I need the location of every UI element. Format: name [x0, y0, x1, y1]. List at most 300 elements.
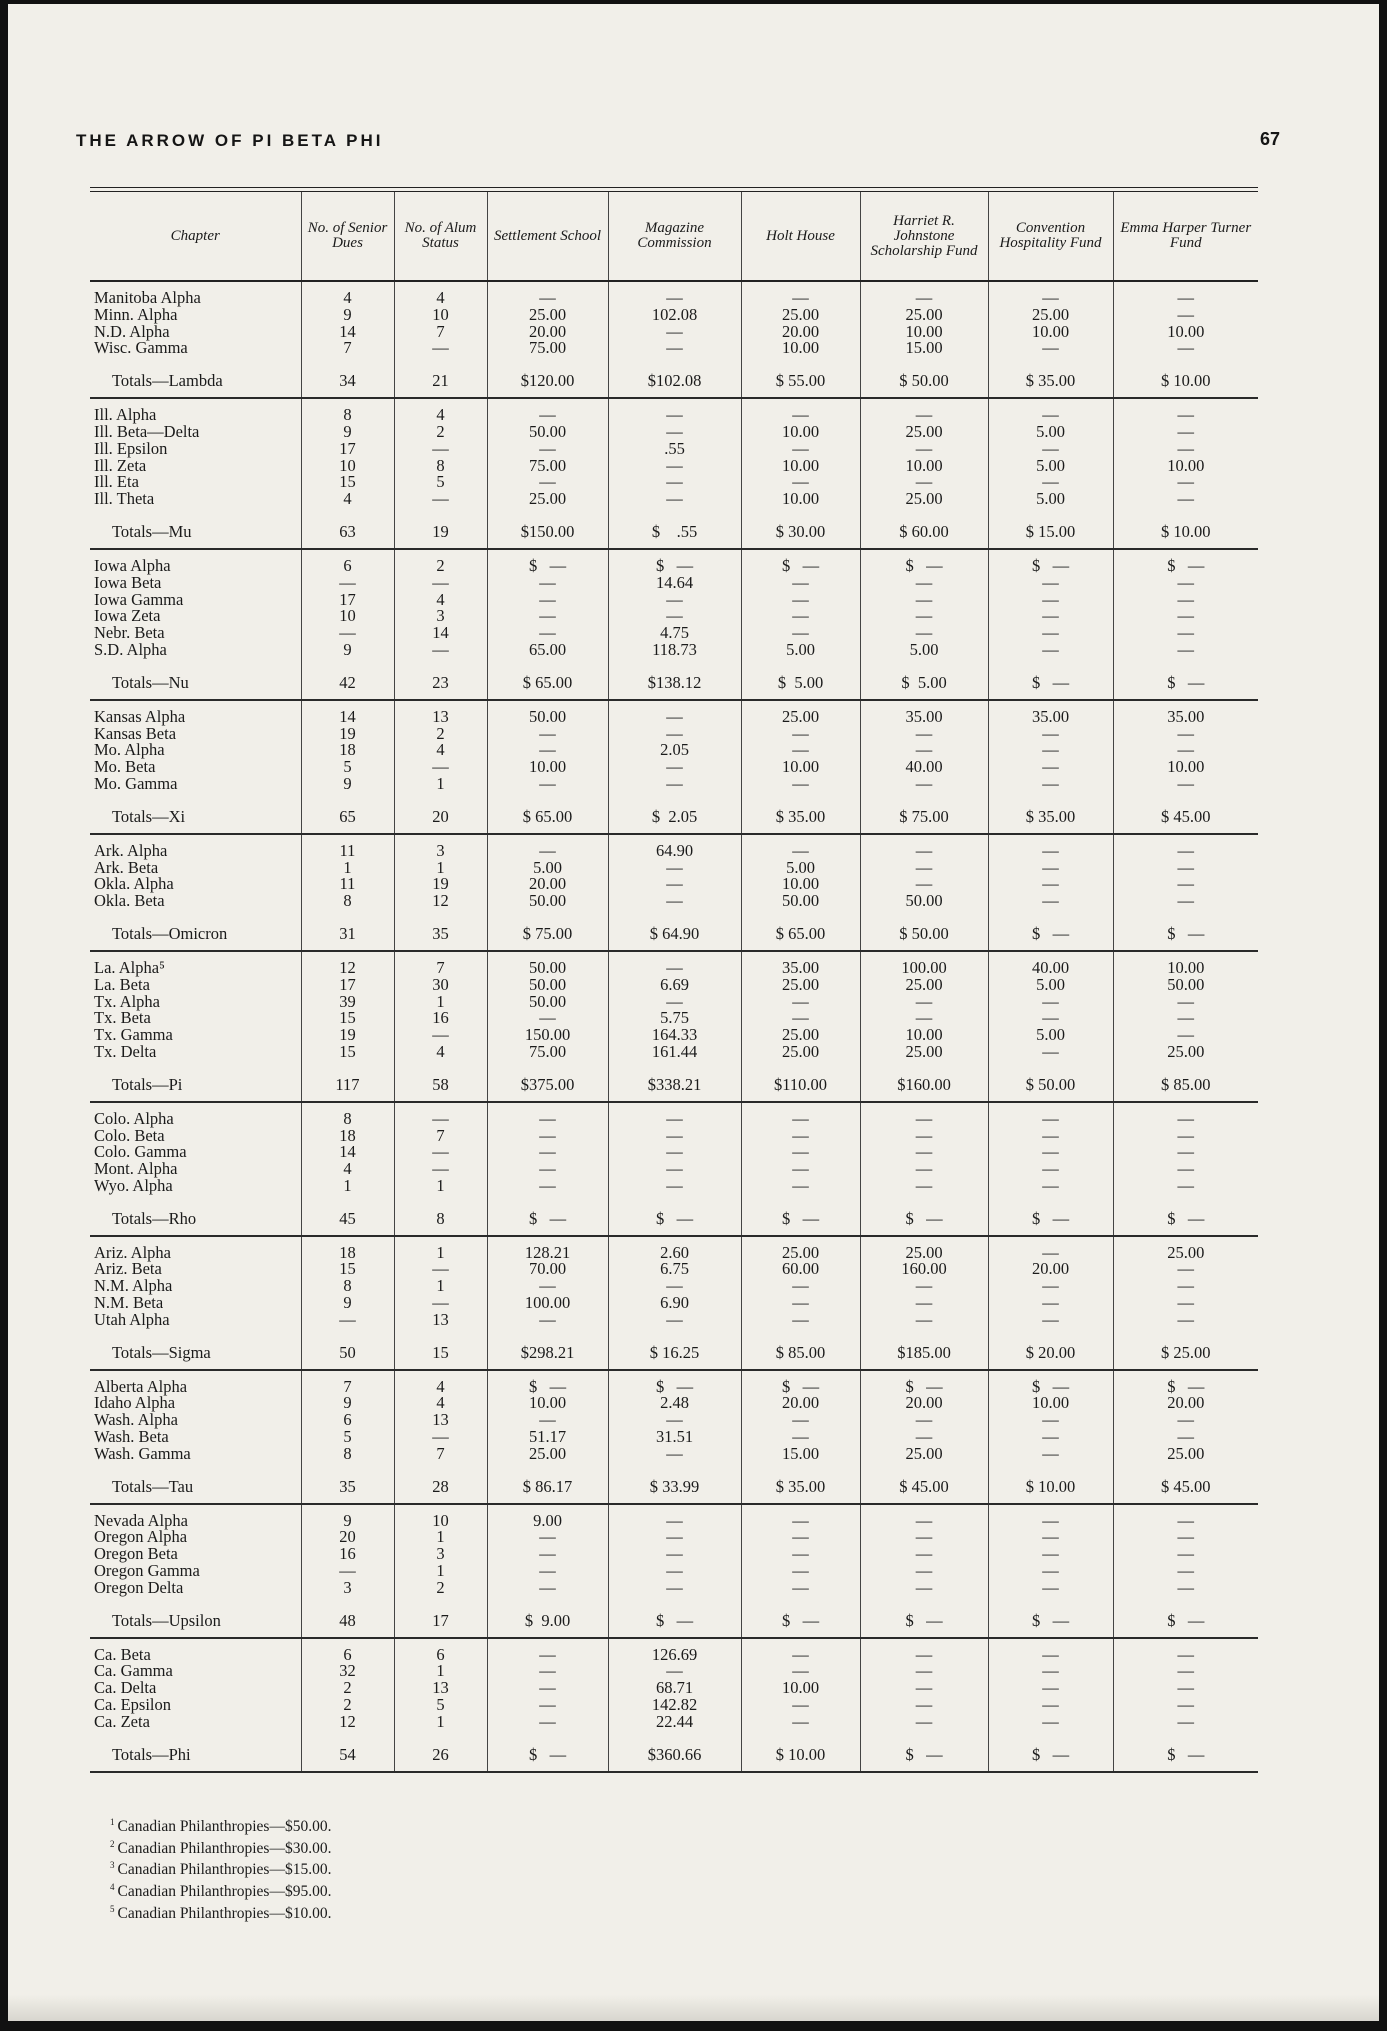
alum-status-cell — [394, 398, 487, 508]
chapter-name: Colo. Alpha — [94, 1108, 174, 1128]
footnote-mark: 1 — [110, 1817, 115, 1827]
table-cell-value: 9 — [343, 304, 352, 324]
table-cell-value: — — [915, 1108, 933, 1128]
table-cell-value: — — [1042, 840, 1059, 860]
table-cell-value: 25.00 — [781, 1242, 820, 1262]
holt-house-cell — [741, 281, 860, 357]
table-cell-value: 15 — [339, 1008, 356, 1028]
table-cell-value: — — [1177, 773, 1194, 793]
totals-holt-house: $ — — [741, 1195, 860, 1236]
johnstone-fund-cell — [860, 1370, 988, 1463]
table-cell-value: 10.00 — [905, 1025, 943, 1045]
footnote — [110, 1879, 331, 1901]
chapter-group — [90, 700, 1258, 793]
table-cell-value: — — [1177, 740, 1194, 760]
table-cell-value: — — [1177, 1175, 1194, 1195]
table-cell-value: — — [666, 1309, 683, 1329]
table-cell-value: — — [1042, 1175, 1059, 1195]
table-cell-value: 60.00 — [781, 1259, 820, 1279]
totals-convention-fund: $ — — [988, 1195, 1113, 1236]
chapter-name: Ill. Zeta — [94, 455, 147, 475]
totals-magazine-commission: $ 2.05 — [608, 793, 741, 834]
table-cell-value: — — [666, 321, 683, 341]
totals-magazine-commission: $102.08 — [608, 357, 741, 398]
table-cell-value: — — [666, 1125, 683, 1145]
holt-house-cell — [741, 1236, 860, 1329]
table-cell-value: 142.82 — [651, 1695, 698, 1715]
column-header-magazine-commission: Magazine Commission — [608, 192, 741, 281]
table-cell-value: 25.00 — [781, 706, 820, 726]
chapter-name: N.M. Beta — [94, 1293, 164, 1313]
table-cell-value: 14.64 — [655, 572, 694, 592]
table-cell-value: 1 — [343, 857, 352, 877]
table-cell-value: 20.00 — [781, 1393, 820, 1413]
table-cell-value: — — [539, 572, 556, 592]
totals-convention-fund: $ 35.00 — [988, 793, 1113, 834]
chapter-names-cell — [90, 398, 301, 508]
totals-convention-fund: $ 20.00 — [988, 1329, 1113, 1370]
table-cell-value: — — [1042, 1108, 1059, 1128]
table-cell-value: — — [792, 1577, 809, 1597]
table-cell-value: — — [539, 1695, 556, 1715]
footnote-text: Canadian Philanthropies—$50.00. — [117, 1818, 332, 1836]
column-header-convention-fund: Convention Hospitality Fund — [988, 192, 1113, 281]
table-cell-value: — — [792, 1711, 809, 1731]
chapter-name: Manitoba Alpha — [94, 288, 201, 307]
table-cell-value: — — [915, 1142, 933, 1162]
table-cell-value: — — [539, 1142, 556, 1162]
table-cell-value: — — [1042, 757, 1059, 777]
table-cell-value: 11 — [339, 874, 356, 894]
johnstone-fund-cell — [860, 1236, 988, 1329]
totals-label: Totals—Sigma — [90, 1329, 301, 1370]
totals-johnstone-fund: $ 75.00 — [860, 793, 988, 834]
table-cell-value: — — [1177, 421, 1194, 441]
table-cell-value: 5.00 — [786, 639, 815, 659]
totals-holt-house: $ 30.00 — [741, 508, 860, 549]
table-cell-value: — — [1177, 1309, 1194, 1329]
chapter-name: Kansas Beta — [94, 723, 177, 743]
table-cell-value: — — [539, 438, 556, 458]
chapter-group — [90, 281, 1258, 357]
totals-senior-dues: 54 — [301, 1731, 394, 1772]
table-cell-value: 15 — [339, 472, 356, 492]
chapter-name: Ill. Beta—Delta — [94, 421, 200, 441]
convention-fund-cell — [988, 281, 1113, 357]
table-cell-value: — — [1042, 1410, 1059, 1430]
table-cell-value: 25.00 — [1031, 304, 1070, 324]
totals-turner-fund: $ — — [1113, 1597, 1258, 1638]
table-cell-value: — — [1042, 1142, 1059, 1162]
table-cell-value: 22.44 — [655, 1711, 694, 1731]
table-cell-value: — — [666, 1159, 683, 1179]
table-cell-value: 15 — [339, 1259, 356, 1279]
chapter-name: Colo. Gamma — [94, 1142, 187, 1162]
chapter-name: Oregon Gamma — [94, 1561, 200, 1581]
table-cell-value: — — [666, 773, 683, 793]
table-cell-value: 4 — [436, 740, 445, 760]
table-cell-value: — — [1042, 1242, 1059, 1262]
senior-dues-cell — [301, 549, 394, 659]
table-cell-value: 20.00 — [1031, 1259, 1070, 1279]
table-cell-value: — — [792, 405, 809, 425]
table-cell-value: — — [432, 639, 449, 659]
table-cell-value: 4 — [436, 288, 445, 307]
totals-settlement-school: $ 65.00 — [487, 793, 608, 834]
table-cell-value: — — [539, 1661, 556, 1681]
chapter-name: Iowa Beta — [94, 572, 162, 592]
table-cell-value: — — [915, 1427, 933, 1447]
table-cell-value: — — [915, 740, 933, 760]
table-cell-value: — — [1042, 1443, 1059, 1463]
chapter-name: Mo. Alpha — [94, 740, 165, 760]
table-cell-value: 25.00 — [781, 1025, 820, 1045]
table-cell-value: — — [666, 1410, 683, 1430]
table-cell-value: — — [1042, 1678, 1059, 1698]
table-cell-value: 10.00 — [781, 338, 820, 358]
table-cell-value: — — [915, 572, 933, 592]
table-cell-value: — — [915, 1544, 933, 1564]
table-cell-value: 35.00 — [905, 706, 943, 726]
table-cell-value: 5 — [343, 757, 352, 777]
table-cell-value: — — [915, 1008, 933, 1028]
table-cell-value: — — [666, 874, 683, 894]
turner-fund-cell — [1113, 398, 1258, 508]
table-cell-value: 16 — [432, 1008, 449, 1028]
table-cell-value: — — [666, 1544, 683, 1564]
convention-fund-cell — [988, 1236, 1113, 1329]
holt-house-cell — [741, 951, 860, 1061]
table-cell-value: 2.60 — [660, 1242, 689, 1262]
table-cell-value: 3 — [436, 1544, 445, 1564]
table-cell-value: — — [1042, 338, 1059, 358]
table-cell-value: — — [792, 1544, 809, 1564]
magazine-commission-cell — [608, 398, 741, 508]
chapter-name: Ca. Epsilon — [94, 1695, 171, 1715]
table-cell-value: — — [1177, 874, 1194, 894]
senior-dues-cell — [301, 834, 394, 910]
table-cell-value: 5.00 — [1036, 974, 1065, 994]
holt-house-cell — [741, 700, 860, 793]
table-cell-value: — — [792, 1410, 809, 1430]
table-cell-value: 9 — [343, 773, 352, 793]
chapter-names-cell — [90, 951, 301, 1061]
chapter-group — [90, 398, 1258, 508]
table-cell-value: — — [539, 1561, 556, 1581]
table-cell-value: 50.00 — [528, 991, 567, 1011]
senior-dues-cell — [301, 1504, 394, 1597]
table-cell-value: 2 — [436, 555, 445, 575]
table-cell-value: 5 — [436, 1695, 445, 1715]
chapter-name: Wash. Alpha — [94, 1410, 178, 1430]
chapter-name: Oregon Alpha — [94, 1527, 188, 1547]
table-cell-value: 12 — [432, 891, 449, 911]
table-cell-value: — — [915, 1309, 933, 1329]
table-cell-value: — — [915, 1159, 933, 1179]
chapter-names-cell — [90, 700, 301, 793]
table-cell-value: 5 — [343, 1427, 352, 1447]
table-cell-value: .55 — [664, 438, 685, 458]
totals-label: Totals—Pi — [90, 1061, 301, 1102]
table-cell-value: 19 — [339, 723, 356, 743]
table-cell-value: — — [1177, 857, 1194, 877]
settlement-school-cell — [487, 281, 608, 357]
table-cell-value: 25.00 — [528, 304, 567, 324]
totals-turner-fund: $ 10.00 — [1113, 508, 1258, 549]
table-cell-value: 1 — [343, 1175, 352, 1195]
turner-fund-cell — [1113, 834, 1258, 910]
table-cell-value: — — [915, 438, 933, 458]
table-cell-value: 4 — [343, 288, 352, 307]
column-header-settlement-school: Settlement School — [487, 192, 608, 281]
totals-senior-dues: 117 — [301, 1061, 394, 1102]
totals-alum-status: 20 — [394, 793, 487, 834]
table-cell-value: 5.00 — [1036, 489, 1065, 509]
column-header-alum-status: No. of Alum Status — [394, 192, 487, 281]
table-cell-value: 70.00 — [528, 1259, 567, 1279]
table-cell-value: — — [432, 489, 449, 509]
totals-turner-fund: $ 25.00 — [1113, 1329, 1258, 1370]
totals-magazine-commission: $ 16.25 — [608, 1329, 741, 1370]
table-cell-value: 8 — [343, 405, 352, 425]
table-cell-value: 25.00 — [905, 421, 943, 441]
table-cell-value: 160.00 — [901, 1259, 947, 1279]
totals-magazine-commission: $ .55 — [608, 508, 741, 549]
table-cell-value: — — [539, 1544, 556, 1564]
table-cell-value: 32 — [339, 1661, 356, 1681]
table-cell-value: — — [792, 1108, 809, 1128]
table-cell-value: 1 — [436, 1242, 445, 1262]
chapter-name: Mo. Beta — [94, 757, 156, 777]
footnote-text: Canadian Philanthropies—$30.00. — [117, 1839, 332, 1857]
table-cell-value: — — [666, 1108, 683, 1128]
totals-label: Totals—Mu — [90, 508, 301, 549]
chapter-name: La. Alpha⁵ — [94, 957, 165, 977]
totals-row — [90, 357, 1258, 398]
table-cell-value: — — [1177, 1410, 1194, 1430]
totals-convention-fund: $ — — [988, 1731, 1113, 1772]
table-cell-value: 10 — [432, 304, 449, 324]
table-cell-value: — — [666, 606, 683, 626]
chapter-name: N.D. Alpha — [94, 321, 170, 341]
column-header-holt-house: Holt House — [741, 192, 860, 281]
table-cell-value: — — [1177, 338, 1194, 358]
totals-senior-dues: 31 — [301, 910, 394, 951]
table-cell-value: — — [1042, 1159, 1059, 1179]
table-cell-value: — — [666, 1527, 683, 1547]
table-cell-value: 20.00 — [528, 321, 567, 341]
table-cell-value: 13 — [432, 1410, 449, 1430]
chapter-name: Ill. Theta — [94, 489, 155, 509]
chapter-name: Iowa Gamma — [94, 589, 184, 609]
convention-fund-cell — [988, 1370, 1113, 1463]
table-cell-value: 18 — [339, 740, 356, 760]
chapter-name: Tx. Delta — [94, 1041, 157, 1061]
table-cell-value: — — [1042, 1561, 1059, 1581]
table-cell-value: — — [539, 1711, 556, 1731]
table-cell-value: 15.00 — [905, 338, 943, 358]
column-header-senior-dues: No. of Senior Dues — [301, 192, 394, 281]
table-cell-value: 10.00 — [1167, 455, 1205, 475]
totals-settlement-school: $ 65.00 — [487, 659, 608, 700]
settlement-school-cell — [487, 1504, 608, 1597]
table-cell-value: — — [539, 1527, 556, 1547]
table-cell-value: — — [1177, 1142, 1194, 1162]
table-cell-value: — — [1177, 438, 1194, 458]
chapter-name: La. Beta — [94, 974, 150, 994]
table-cell-value: — — [666, 706, 683, 726]
totals-holt-house: $ 55.00 — [741, 357, 860, 398]
table-cell-value: — — [792, 1159, 809, 1179]
johnstone-fund-cell — [860, 700, 988, 793]
chapter-name: Ill. Eta — [94, 472, 139, 492]
totals-settlement-school: $ 75.00 — [487, 910, 608, 951]
table-cell-value: 25.00 — [781, 1041, 820, 1061]
footnote-mark: 2 — [110, 1838, 115, 1849]
totals-row — [90, 1463, 1258, 1504]
chapter-name: Alberta Alpha — [94, 1376, 188, 1396]
table-cell-value: — — [915, 1125, 933, 1145]
table-cell-value: — — [1042, 740, 1059, 760]
table-cell-value: — — [1177, 1644, 1194, 1664]
alum-status-cell — [394, 1102, 487, 1195]
table-cell-value: — — [915, 874, 933, 894]
table-cell-value: — — [339, 1561, 356, 1581]
totals-magazine-commission: $ 33.99 — [608, 1463, 741, 1504]
totals-magazine-commission: $360.66 — [608, 1731, 741, 1772]
table-cell-value: — — [539, 1125, 556, 1145]
table-cell-value: 3 — [436, 840, 445, 860]
table-cell-value: — — [792, 1527, 809, 1547]
totals-row — [90, 659, 1258, 700]
table-cell-value: — — [432, 757, 449, 777]
table-cell-value: 10.00 — [905, 455, 943, 475]
table-cell-value: 1 — [436, 1276, 445, 1296]
table-cell-value: — — [792, 1142, 809, 1162]
table-cell-value: — — [1177, 1510, 1194, 1530]
totals-johnstone-fund: $ — — [860, 1731, 988, 1772]
table-cell-value: 9 — [343, 1393, 352, 1413]
table-cell-value: 64.90 — [655, 840, 694, 860]
table-cell-value: 39 — [339, 991, 356, 1011]
totals-alum-status: 58 — [394, 1061, 487, 1102]
table-cell-value: — — [432, 572, 449, 592]
convention-fund-cell — [988, 1638, 1113, 1731]
table-cell-value: — — [432, 1142, 449, 1162]
table-cell-value: — — [1177, 1293, 1194, 1313]
table-cell-value: 40.00 — [1031, 957, 1070, 977]
settlement-school-cell — [487, 549, 608, 659]
table-cell-value: $ — — [905, 1376, 943, 1396]
footnote — [110, 1901, 331, 1923]
table-cell-value: 40.00 — [905, 757, 943, 777]
table-cell-value: — — [1177, 1108, 1194, 1128]
table-cell-value: — — [666, 1561, 683, 1581]
magazine-commission-cell — [608, 281, 741, 357]
magazine-commission-cell — [608, 549, 741, 659]
table-cell-value: 4 — [436, 405, 445, 425]
table-cell-value: — — [666, 1276, 683, 1296]
table-cell-value: — — [666, 1577, 683, 1597]
senior-dues-cell — [301, 281, 394, 357]
table-cell-value: — — [915, 623, 933, 643]
totals-alum-status: 19 — [394, 508, 487, 549]
table-cell-value: — — [1177, 1125, 1194, 1145]
table-cell-value: — — [432, 338, 449, 358]
holt-house-cell — [741, 1638, 860, 1731]
table-cell-value: — — [1177, 723, 1194, 743]
table-cell-value: — — [1042, 991, 1059, 1011]
table-cell-value: — — [1177, 1544, 1194, 1564]
table-cell-value: — — [666, 405, 683, 425]
table-cell-value: — — [1042, 1309, 1059, 1329]
table-cell-value: 5.00 — [786, 857, 815, 877]
holt-house-cell — [741, 549, 860, 659]
chapter-name: Ill. Alpha — [94, 405, 157, 425]
table-cell-value: 2 — [436, 723, 445, 743]
table-cell-value: 11 — [339, 840, 356, 860]
totals-label: Totals—Rho — [90, 1195, 301, 1236]
table-cell-value: — — [1177, 639, 1194, 659]
johnstone-fund-cell — [860, 834, 988, 910]
totals-label: Totals—Phi — [90, 1731, 301, 1772]
table-cell-value: — — [1177, 991, 1194, 1011]
chapter-group — [90, 1504, 1258, 1597]
magazine-commission-cell — [608, 1370, 741, 1463]
table-cell-value: 7 — [436, 321, 445, 341]
table-cell-value: — — [666, 455, 683, 475]
table-cell-value: 13 — [432, 706, 449, 726]
totals-senior-dues: 45 — [301, 1195, 394, 1236]
table-cell-value: — — [432, 1259, 449, 1279]
table-cell-value: — — [792, 438, 809, 458]
table-cell-value: 31.51 — [655, 1427, 694, 1447]
table-cell-value: — — [1177, 1025, 1194, 1045]
table-cell-value: — — [1177, 1561, 1194, 1581]
table-cell-value: 51.17 — [528, 1427, 567, 1447]
table-cell-value: — — [1042, 1577, 1059, 1597]
table-cell-value: — — [1177, 288, 1194, 307]
table-cell-value: 4 — [343, 1159, 352, 1179]
table-cell-value: 50.00 — [528, 974, 567, 994]
table-cell-value: — — [1042, 1041, 1059, 1061]
table-cell-value: — — [666, 1510, 683, 1530]
table-cell-value: — — [666, 891, 683, 911]
footnote-text: Canadian Philanthropies—$15.00. — [117, 1861, 332, 1879]
table-cell-value: — — [539, 623, 556, 643]
table-cell-value: 8 — [343, 1276, 352, 1296]
table-cell-value: 50.00 — [528, 421, 567, 441]
totals-johnstone-fund: $185.00 — [860, 1329, 988, 1370]
table-cell-value: 17 — [339, 974, 356, 994]
table-cell-value: 10.00 — [1031, 321, 1070, 341]
chapter-name: Ill. Epsilon — [94, 438, 168, 458]
table-cell-value: 10.00 — [781, 421, 820, 441]
table-cell-value: — — [666, 991, 683, 1011]
alum-status-cell — [394, 834, 487, 910]
chapter-name: Wash. Beta — [94, 1427, 169, 1447]
settlement-school-cell — [487, 398, 608, 508]
table-cell-value: — — [915, 723, 933, 743]
table-cell-value: 4.75 — [660, 623, 689, 643]
table-cell-value: — — [915, 288, 933, 307]
chapter-name: Ca. Delta — [94, 1678, 157, 1698]
table-cell-value: 75.00 — [528, 1041, 567, 1061]
table-cell-value: — — [666, 589, 683, 609]
table-cell-value: — — [915, 1678, 933, 1698]
table-cell-value: — — [1177, 1259, 1194, 1279]
table-cell-value: — — [539, 1309, 556, 1329]
